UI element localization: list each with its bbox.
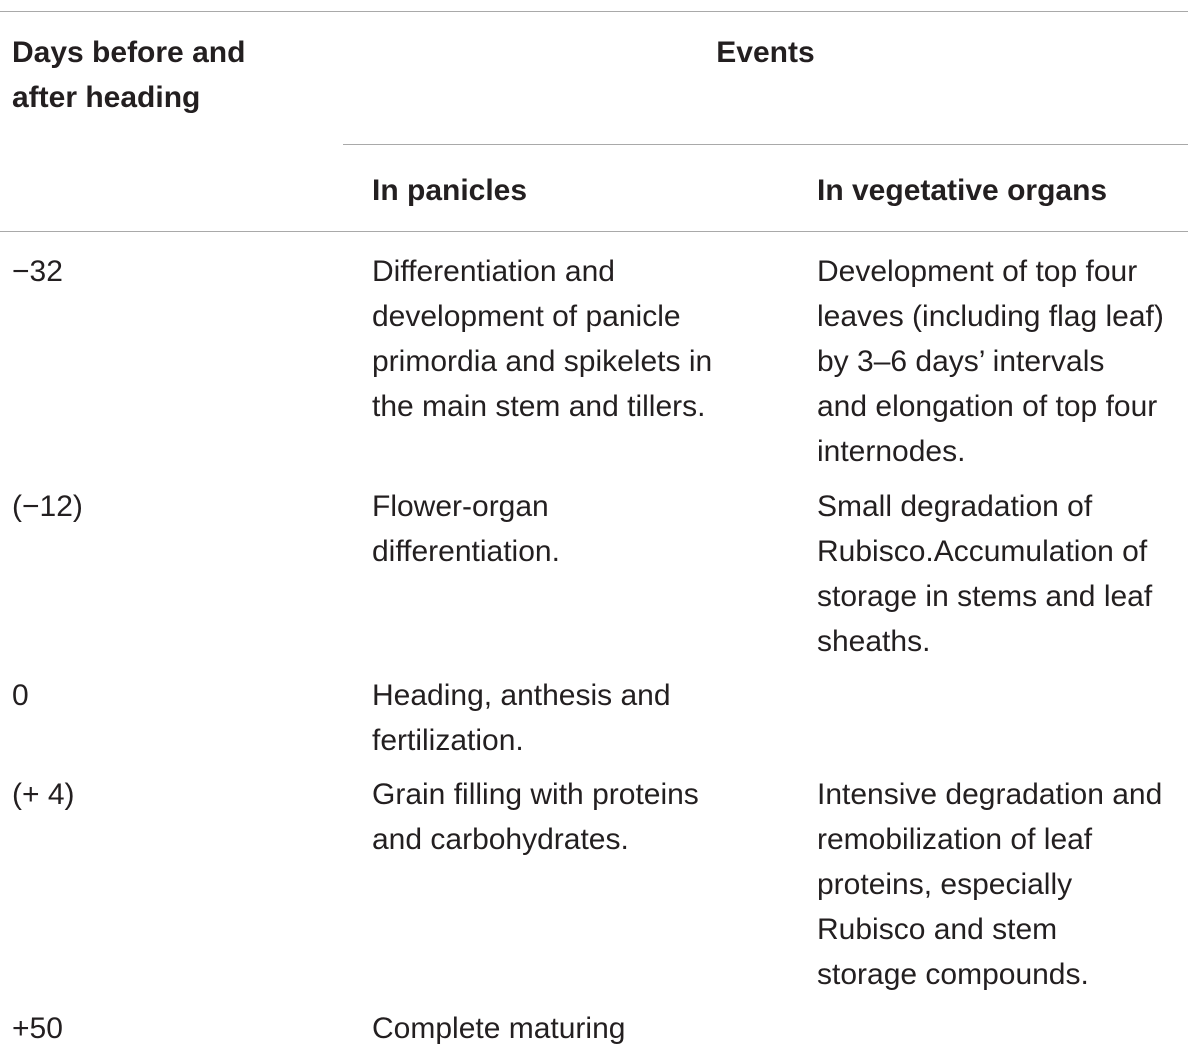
header-bottom-rule bbox=[0, 231, 1188, 232]
row-1-vegetative: Development of top four leaves (including flag leaf) by 3–6 days’ intervals and elongation of top four internodes. bbox=[817, 255, 1164, 468]
header-in-vegetative-organs: In vegetative organs bbox=[817, 174, 1108, 207]
row-5-days: +50 bbox=[12, 1012, 63, 1045]
table-top-rule bbox=[0, 11, 1188, 12]
row-5-panicles: Complete maturing bbox=[372, 1012, 626, 1045]
row-2-days: (−12) bbox=[12, 490, 83, 523]
events-subheader-rule bbox=[343, 144, 1188, 145]
header-events: Events bbox=[716, 36, 815, 69]
row-2-vegetative: Small degradation of Rubisco.Accumulation of storage in stems and leaf sheaths. bbox=[817, 490, 1153, 658]
row-1-panicles: Differentiation and development of panicle primordia and spikelets in the main stem and tillers. bbox=[372, 255, 713, 423]
header-in-panicles: In panicles bbox=[372, 174, 528, 207]
row-4-days: (+ 4) bbox=[12, 778, 75, 811]
row-4-vegetative: Intensive degradation and remobilization of leaf proteins, especially Rubisco and stem storage compounds. bbox=[817, 778, 1163, 991]
row-3-panicles: Heading, anthesis and fertilization. bbox=[372, 679, 671, 757]
row-3-days: 0 bbox=[12, 679, 29, 712]
header-days: Days before and after heading bbox=[12, 36, 246, 114]
row-2-panicles: Flower-organ differentiation. bbox=[372, 490, 560, 568]
row-4-panicles: Grain filling with proteins and carbohydrates. bbox=[372, 778, 699, 856]
row-1-days: −32 bbox=[12, 255, 63, 288]
